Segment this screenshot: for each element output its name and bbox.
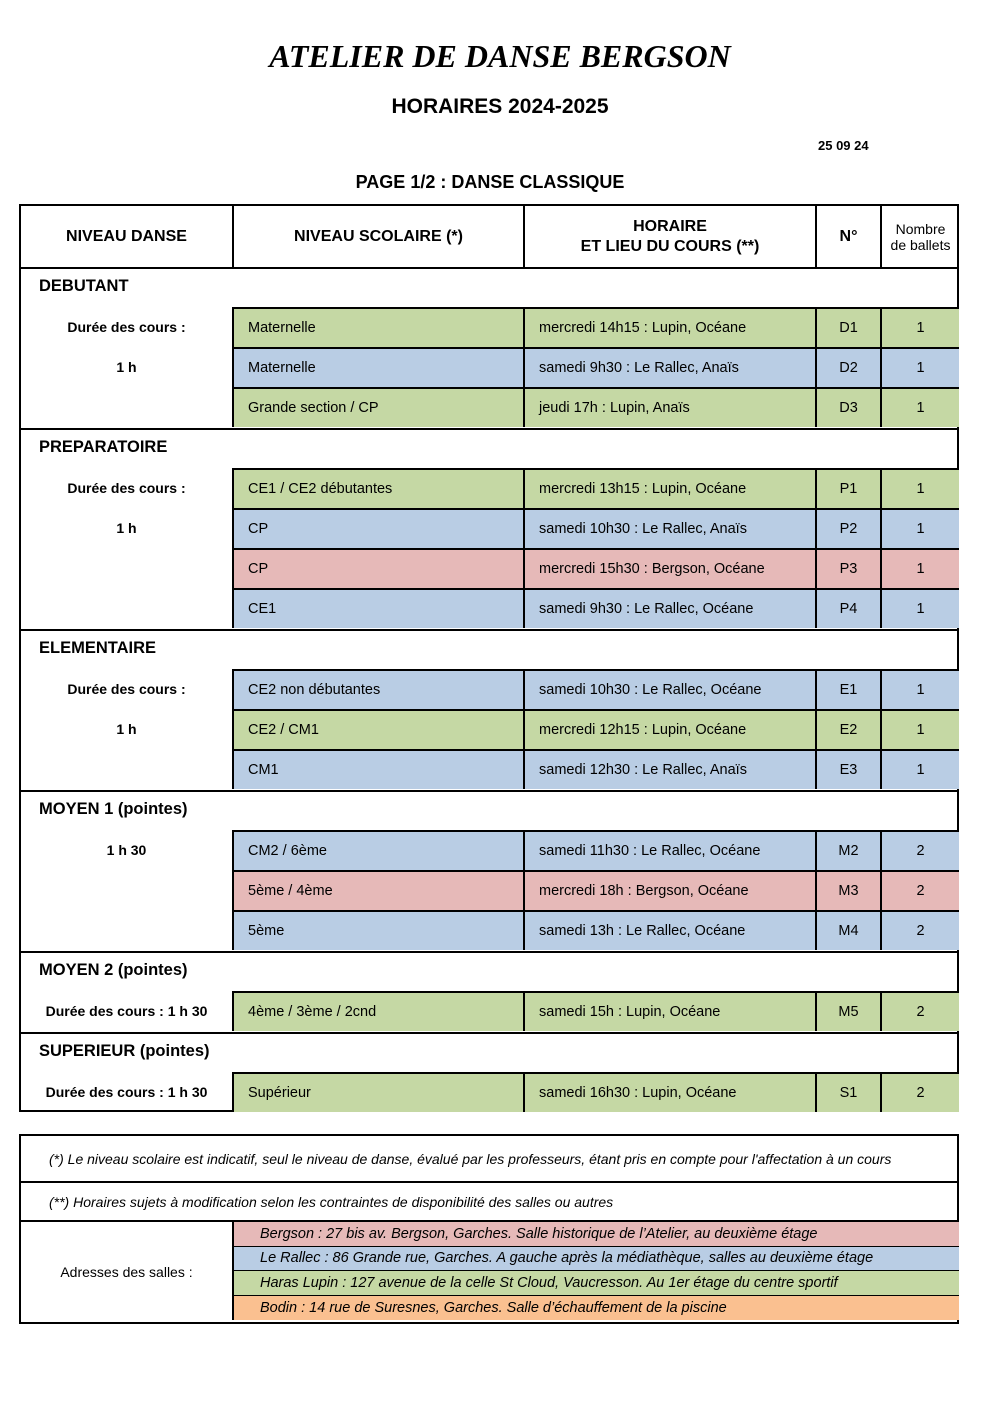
header-niveau-scolaire: NIVEAU SCOLAIRE (*) — [232, 206, 523, 267]
cell-niveau-scolaire: 5ème — [232, 912, 523, 950]
notes-box — [19, 1134, 959, 1324]
cell-niveau-scolaire: CE2 / CM1 — [232, 711, 523, 749]
cell-horaire: samedi 13h : Le Rallec, Océane — [523, 912, 815, 950]
duration-value: 1 h — [116, 359, 137, 375]
cell-nombre-ballets: 2 — [880, 993, 959, 1031]
table-row — [232, 468, 959, 508]
cell-niveau-scolaire: CP — [232, 510, 523, 548]
cell-niveau-scolaire: CP — [232, 550, 523, 588]
table-row — [232, 588, 959, 628]
header-horaire-line1: HORAIRE — [633, 217, 707, 235]
table-row — [232, 870, 959, 910]
level-name: SUPERIEUR (pointes) — [39, 1042, 210, 1060]
cell-numero: M2 — [815, 832, 880, 870]
cell-nombre-ballets: 1 — [880, 349, 959, 387]
level-moyen-1 — [21, 792, 957, 953]
duration-value: 1 h — [116, 721, 137, 737]
address-haras-lupin: Haras Lupin : 127 avenue de la celle St Cloud, Vaucresson. Au 1er étage du centre sportif — [232, 1271, 959, 1296]
level-preparatoire — [21, 430, 957, 631]
duration-label: Durée des cours : — [67, 681, 186, 697]
cell-horaire: samedi 15h : Lupin, Océane — [523, 993, 815, 1031]
cell-horaire: samedi 9h30 : Le Rallec, Océane — [523, 590, 815, 628]
level-superieur — [21, 1034, 957, 1110]
header-nombre-line1: Nombre — [895, 220, 946, 237]
level-name: MOYEN 1 (pointes) — [39, 800, 188, 818]
cell-niveau-scolaire: Grande section / CP — [232, 389, 523, 427]
cell-niveau-scolaire: Maternelle — [232, 349, 523, 387]
cell-niveau-scolaire: CE1 — [232, 590, 523, 628]
duration-label: Durée des cours : — [67, 480, 186, 496]
document-date: 25 09 24 — [818, 138, 869, 153]
cell-nombre-ballets: 1 — [880, 510, 959, 548]
cell-numero: M5 — [815, 993, 880, 1031]
header-numero: N° — [815, 206, 880, 267]
header-nombre-ballets — [880, 206, 959, 267]
cell-horaire: mercredi 13h15 : Lupin, Océane — [523, 470, 815, 508]
cell-horaire: samedi 9h30 : Le Rallec, Anaïs — [523, 349, 815, 387]
level-elementaire — [21, 631, 957, 792]
cell-numero: D3 — [815, 389, 880, 427]
table-row — [232, 709, 959, 749]
cell-numero: E3 — [815, 751, 880, 789]
cell-niveau-scolaire: Maternelle — [232, 309, 523, 347]
level-name: MOYEN 2 (pointes) — [39, 961, 188, 979]
duration-label: Durée des cours : — [67, 319, 186, 335]
cell-horaire: samedi 16h30 : Lupin, Océane — [523, 1074, 815, 1112]
cell-nombre-ballets: 1 — [880, 751, 959, 789]
cell-niveau-scolaire: Supérieur — [232, 1074, 523, 1112]
cell-horaire: samedi 11h30 : Le Rallec, Océane — [523, 832, 815, 870]
table-row — [232, 548, 959, 588]
schedule-table — [19, 204, 959, 1112]
cell-niveau-scolaire: CE1 / CE2 débutantes — [232, 470, 523, 508]
table-row — [232, 830, 959, 870]
cell-nombre-ballets: 1 — [880, 711, 959, 749]
cell-numero: P1 — [815, 470, 880, 508]
address-bodin: Bodin : 14 rue de Suresnes, Garches. Salle d’échauffement de la piscine — [232, 1296, 959, 1321]
cell-niveau-scolaire: CM2 / 6ème — [232, 832, 523, 870]
cell-numero: P4 — [815, 590, 880, 628]
addresses-label: Adresses des salles : — [60, 1264, 193, 1280]
header-nombre-line2: de ballets — [890, 236, 951, 253]
cell-niveau-scolaire: 4ème / 3ème / 2cnd — [232, 993, 523, 1031]
cell-nombre-ballets: 2 — [880, 912, 959, 950]
cell-nombre-ballets: 1 — [880, 389, 959, 427]
header-horaire-line2: ET LIEU DU COURS (**) — [580, 237, 760, 255]
cell-numero: M3 — [815, 872, 880, 910]
table-row — [232, 387, 959, 427]
table-row — [232, 749, 959, 789]
level-moyen-2 — [21, 953, 957, 1034]
address-le-rallec: Le Rallec : 86 Grande rue, Garches. A gauche après la médiathèque, salles au deuxième étage — [232, 1247, 959, 1272]
address-bergson: Bergson : 27 bis av. Bergson, Garches. Salle historique de l’Atelier, au deuxième étage — [232, 1222, 959, 1247]
cell-numero: P3 — [815, 550, 880, 588]
cell-numero: P2 — [815, 510, 880, 548]
cell-horaire: mercredi 12h15 : Lupin, Océane — [523, 711, 815, 749]
cell-numero: D2 — [815, 349, 880, 387]
cell-horaire: samedi 12h30 : Le Rallec, Anaïs — [523, 751, 815, 789]
level-name: DEBUTANT — [39, 277, 129, 295]
cell-horaire: samedi 10h30 : Le Rallec, Océane — [523, 671, 815, 709]
cell-nombre-ballets: 1 — [880, 470, 959, 508]
table-row — [232, 991, 959, 1031]
cell-nombre-ballets: 1 — [880, 309, 959, 347]
cell-nombre-ballets: 1 — [880, 671, 959, 709]
cell-nombre-ballets: 2 — [880, 832, 959, 870]
cell-numero: S1 — [815, 1074, 880, 1112]
cell-numero: E1 — [815, 671, 880, 709]
table-row — [232, 347, 959, 387]
cell-niveau-scolaire: 5ème / 4ème — [232, 872, 523, 910]
cell-horaire: samedi 10h30 : Le Rallec, Anaïs — [523, 510, 815, 548]
cell-nombre-ballets: 2 — [880, 872, 959, 910]
table-row — [232, 910, 959, 950]
header-horaire — [523, 206, 815, 267]
document-subtitle: HORAIRES 2024-2025 — [391, 95, 609, 118]
document-title: ATELIER DE DANSE BERGSON — [269, 38, 731, 74]
cell-numero: D1 — [815, 309, 880, 347]
table-row — [232, 1072, 959, 1112]
cell-numero: E2 — [815, 711, 880, 749]
table-row — [232, 669, 959, 709]
level-debutant — [21, 269, 957, 430]
duration-value: 1 h 30 — [106, 842, 147, 858]
cell-nombre-ballets: 1 — [880, 590, 959, 628]
cell-nombre-ballets: 2 — [880, 1074, 959, 1112]
duration-value: 1 h — [116, 520, 137, 536]
cell-numero: M4 — [815, 912, 880, 950]
duration-value: Durée des cours : 1 h 30 — [45, 1084, 208, 1100]
table-row — [232, 508, 959, 548]
table-row — [232, 307, 959, 347]
header-niveau-danse: NIVEAU DANSE — [66, 227, 187, 245]
cell-niveau-scolaire: CE2 non débutantes — [232, 671, 523, 709]
cell-horaire: mercredi 18h : Bergson, Océane — [523, 872, 815, 910]
note-niveau-scolaire: (*) Le niveau scolaire est indicatif, seul le niveau de danse, évalué par les professeurs, étant pris en compte pour l'affectation à un cours — [21, 1136, 957, 1183]
section-title: PAGE 1/2 : DANSE CLASSIQUE — [355, 172, 625, 192]
note-horaires: (**) Horaires sujets à modification selon les contraintes de disponibilité des salles ou autres — [21, 1183, 957, 1222]
level-name: PREPARATOIRE — [39, 438, 168, 456]
level-name: ELEMENTAIRE — [39, 639, 157, 657]
cell-horaire: mercredi 15h30 : Bergson, Océane — [523, 550, 815, 588]
cell-horaire: jeudi 17h : Lupin, Anaïs — [523, 389, 815, 427]
cell-nombre-ballets: 1 — [880, 550, 959, 588]
duration-value: Durée des cours : 1 h 30 — [45, 1003, 208, 1019]
cell-niveau-scolaire: CM1 — [232, 751, 523, 789]
cell-horaire: mercredi 14h15 : Lupin, Océane — [523, 309, 815, 347]
